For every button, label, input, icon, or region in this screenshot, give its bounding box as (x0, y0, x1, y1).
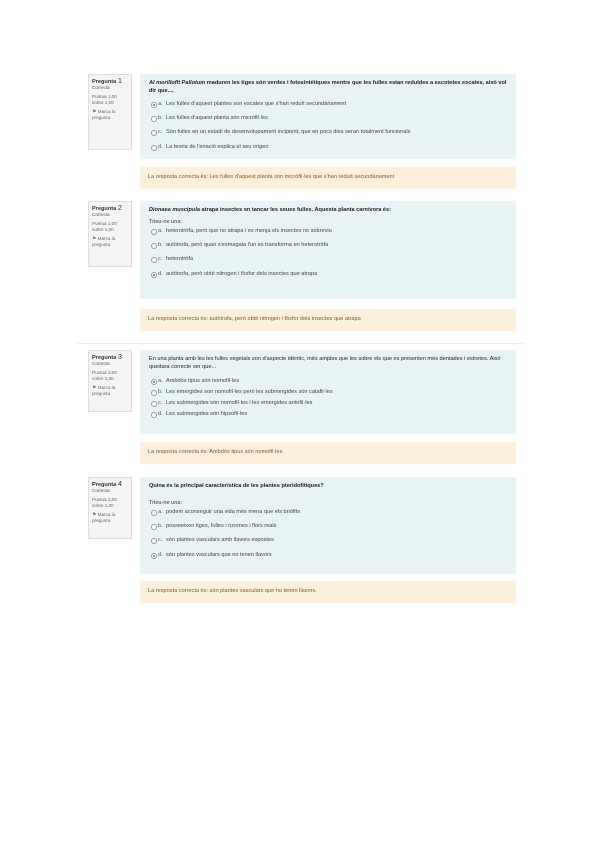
radio-button[interactable] (151, 401, 157, 407)
radio-button[interactable] (151, 524, 157, 530)
radio-button[interactable] (151, 145, 157, 151)
question-state: Correcta (92, 488, 110, 494)
choose-one-prompt: Trieu-ne una: (149, 499, 183, 506)
answer-option[interactable]: c. Són fulles en un estadi de desenvolupament incipient, que en pocs dies seran totalment funcionals (149, 129, 507, 143)
flag-question-link[interactable]: ⚑ Marca la pregunta (92, 511, 116, 524)
flag-icon: ⚑ (92, 384, 97, 391)
flag-question-link[interactable]: ⚑ Marca la pregunta (92, 108, 116, 121)
question-text: Dionaea muscipula atrapa insectes en tancar les seues fulles. Aquesta planta carnívora és: (149, 207, 391, 213)
answer-option[interactable]: d. La teoria de l'enació explica el seu origen (149, 144, 507, 158)
answer-option[interactable]: b. posseeixen tiges, fulles i rizomes i flors reals (149, 523, 507, 537)
question-number: Pregunta 4 (92, 479, 122, 488)
flag-question-link[interactable]: ⚑ Marca la pregunta (92, 235, 116, 248)
radio-button[interactable] (151, 379, 157, 385)
correct-answer-feedback: La resposta correcta és: autòtrofa, però obté nitrogen i fòsfor dels insectes que atrapa (140, 309, 516, 331)
question-content-1 (140, 74, 516, 159)
answer-option[interactable]: d. són plantes vasculars que no tenen llavors (149, 552, 507, 566)
question-grade: Puntua 1,00 sobre 1,00 (92, 220, 117, 233)
question-text: Quina és la principal característica de les plantes pteridofítiques? (149, 483, 324, 489)
question-grade: Puntua 1,00 sobre 1,00 (92, 93, 117, 106)
question-text: Al morilloflt Pallotum maduren les tiges són verdes i fotosintètiques mentre que les fulles estan reduïdes a escotetes escates, això vol dir que.... (149, 80, 507, 94)
answer-list (149, 101, 507, 159)
question-grade: Puntua 1,00 sobre 1,00 (92, 369, 117, 382)
radio-button[interactable] (151, 390, 157, 396)
question-content-3 (140, 350, 516, 434)
radio-button[interactable] (151, 412, 157, 418)
question-number: Pregunta 1 (92, 76, 122, 85)
flag-question-link[interactable]: ⚑ Marca la pregunta (92, 384, 116, 397)
flag-icon: ⚑ (92, 511, 97, 518)
answer-list (149, 509, 507, 567)
answer-option[interactable]: c. són plantes vasculars amb llavors expostes (149, 537, 507, 551)
answer-option[interactable]: a. Ambdós tipus són nomofil·les (149, 378, 507, 389)
answer-option[interactable]: d. Les submergides són hipsofil·les (149, 411, 507, 422)
flag-icon: ⚑ (92, 108, 97, 115)
answer-option[interactable]: b. Les emergides son nomofil·les però les submergides són catafil·les (149, 389, 507, 400)
question-content-4 (140, 477, 516, 574)
question-state: Correcta (92, 212, 110, 218)
answer-option[interactable]: a. heterotròfa, però que no atrapa i es menja els insectes no sobreviu (149, 228, 507, 242)
correct-answer-feedback: La resposta correcta és: són plantes vasculars que no tenen llavors. (140, 581, 516, 603)
radio-button[interactable] (151, 102, 157, 108)
answer-option[interactable]: b. autòtrofa, però quan s'esmagala l'un es transforma en heterotròfa (149, 242, 507, 256)
question-info-3 (88, 350, 132, 412)
radio-button[interactable] (151, 510, 157, 516)
page-divider (78, 343, 523, 344)
question-state: Correcta (92, 85, 110, 91)
flag-icon: ⚑ (92, 235, 97, 242)
question-text: En una planta amb les les fulles vegetals son d'aspecte idèntic, més amples que les sobre els que es presenten més dentades i estretes. Aixó quedara correcte ser que... (149, 356, 501, 370)
answer-option[interactable]: b. Les fulles d'aquest planta són micròfil·les (149, 115, 507, 129)
question-info-4 (88, 477, 132, 539)
answer-list (149, 228, 507, 286)
radio-button[interactable] (151, 243, 157, 249)
question-number: Pregunta 3 (92, 352, 122, 361)
radio-button[interactable] (151, 116, 157, 122)
question-state: Correcta (92, 361, 110, 367)
answer-option[interactable]: a. podem aconseguir una vida més mena que els briòfits (149, 509, 507, 523)
radio-button[interactable] (151, 130, 157, 136)
radio-button[interactable] (151, 257, 157, 263)
radio-button[interactable] (151, 553, 157, 559)
correct-answer-feedback: La resposta correcta és: Les fulles d'aquest planta són micròfil·les que s'han reduït secundàriament (140, 167, 516, 189)
radio-button[interactable] (151, 538, 157, 544)
radio-button[interactable] (151, 229, 157, 235)
answer-option[interactable]: c. Les submergides són nomofil·les i les emergides antofil·les (149, 400, 507, 411)
choose-one-prompt: Trieu-ne una: (149, 218, 183, 225)
answer-option[interactable]: a. Les fulles d'aquest plantes son escates que s'han reduït secundàriament (149, 101, 507, 115)
question-number: Pregunta 2 (92, 203, 122, 212)
answer-list (149, 378, 507, 422)
correct-answer-feedback: La resposta correcta és: Ambdós tipus són nomofil·les (140, 442, 516, 464)
question-content-2 (140, 201, 516, 299)
question-info-1 (88, 74, 132, 150)
question-grade: Puntua 1,00 sobre 1,00 (92, 496, 117, 509)
answer-option[interactable]: c. heterotròfa (149, 256, 507, 270)
answer-option[interactable]: d. autòtrofa, però obté nitrogen i fòsfor dels insectes que atrapa (149, 271, 507, 285)
radio-button[interactable] (151, 272, 157, 278)
question-info-2 (88, 201, 132, 267)
